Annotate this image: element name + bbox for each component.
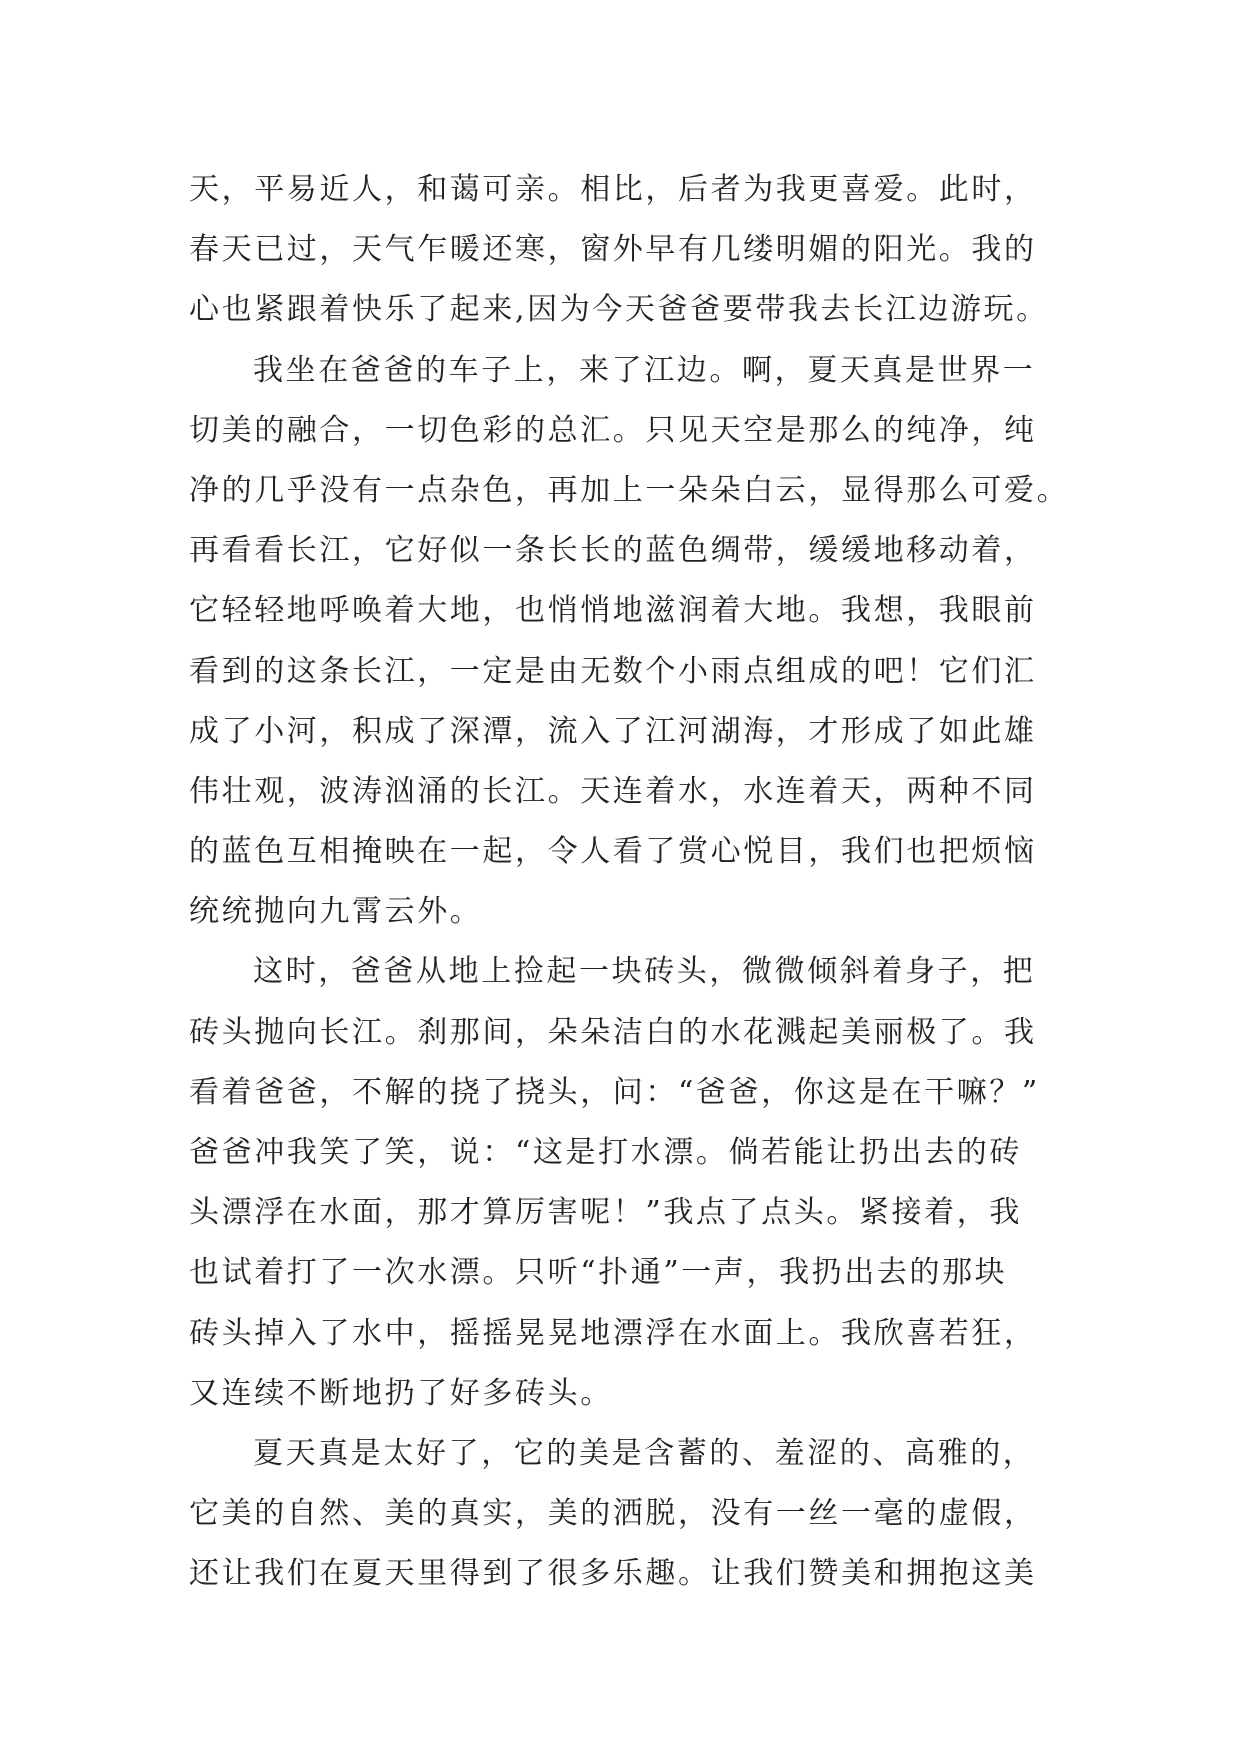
paragraph-first-line: 夏天真是太好了，它的美是含蓄的、羞涩的、高雅的， bbox=[253, 1435, 1036, 1471]
text-line: 看到的这条长江，一定是由无数个小雨点组成的吧！它们汇 bbox=[189, 653, 1037, 689]
text-line: 它美的自然、美的真实，美的洒脱，没有一丝一毫的虚假， bbox=[189, 1496, 1037, 1532]
paragraph-first-line: 我坐在爸爸的车子上，来了江边。啊，夏天真是世界一 bbox=[253, 352, 1036, 388]
text-line: 统统抛向九霄云外。 bbox=[189, 894, 483, 930]
text-line: 的蓝色互相掩映在一起，令人看了赏心悦目，我们也把烦恼 bbox=[189, 834, 1037, 870]
text-line: 心也紧跟着快乐了起来,因为今天爸爸要带我去长江边游玩。 bbox=[189, 292, 1049, 328]
text-line: 看着爸爸，不解的挠了挠头，问：“爸爸，你这是在干嘛？” bbox=[189, 1074, 1040, 1110]
body-text bbox=[189, 160, 1069, 1605]
text-line: 伟壮观，波涛汹涌的长江。天连着水，水连着天，两种不同 bbox=[189, 773, 1037, 809]
paragraph-first-line: 这时，爸爸从地上捡起一块砖头，微微倾斜着身子，把 bbox=[253, 954, 1036, 990]
text-line: 成了小河，积成了深潭，流入了江河湖海，才形成了如此雄 bbox=[189, 713, 1037, 749]
text-line: 头漂浮在水面，那才算厉害呢！”我点了点头。紧接着，我 bbox=[189, 1195, 1022, 1231]
text-line: 又连续不断地扔了好多砖头。 bbox=[189, 1375, 613, 1411]
text-line: 砖头抛向长江。刹那间，朵朵洁白的水花溅起美丽极了。我 bbox=[189, 1014, 1037, 1050]
text-line: 天，平易近人，和蔼可亲。相比，后者为我更喜爱。此时， bbox=[189, 172, 1037, 207]
text-line: 春天已过，天气乍暖还寒，窗外早有几缕明媚的阳光。我的 bbox=[189, 232, 1037, 268]
text-line: 切美的融合，一切色彩的总汇。只见天空是那么的纯净，纯 bbox=[189, 412, 1037, 448]
text-line: 爸爸冲我笑了笑，说：“这是打水漂。倘若能让扔出去的砖 bbox=[189, 1135, 1022, 1170]
text-line: 再看看长江，它好似一条长长的蓝色绸带，缓缓地移动着， bbox=[189, 533, 1037, 569]
text-line: 也试着打了一次水漂。只听“扑通”一声，我扔出去的那块 bbox=[189, 1255, 1008, 1291]
text-line: 它轻轻地呼唤着大地，也悄悄地滋润着大地。我想，我眼前 bbox=[189, 593, 1037, 629]
text-line: 净的几乎没有一点杂色，再加上一朵朵白云，显得那么可爱。 bbox=[189, 472, 1070, 508]
text-line: 还让我们在夏天里得到了很多乐趣。让我们赞美和拥抱这美 bbox=[189, 1556, 1037, 1592]
text-line: 砖头掉入了水中，摇摇晃晃地漂浮在水面上。我欣喜若狂， bbox=[189, 1315, 1037, 1351]
